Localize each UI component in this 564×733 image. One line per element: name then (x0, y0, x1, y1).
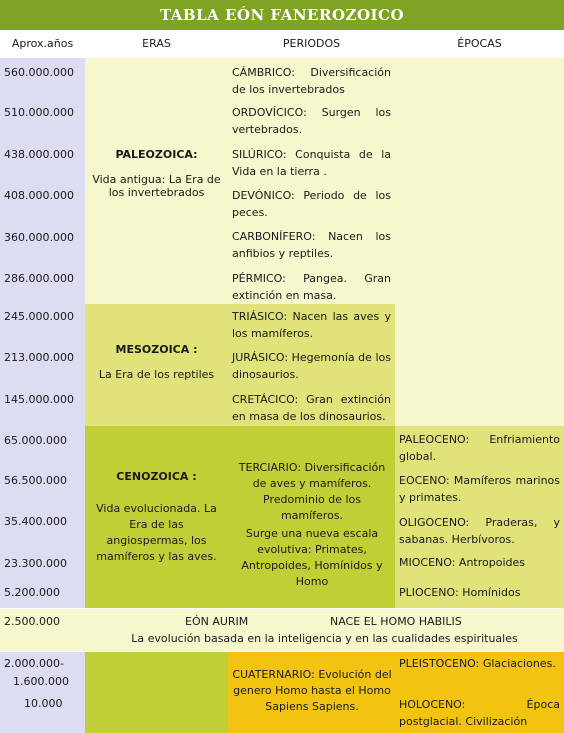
period-ordovicico: ORDOVÍCICO: Surgen los vertebrados. (232, 106, 391, 136)
table-title: TABLA EÓN FANEROZOICO (0, 0, 564, 30)
year-label: 5.200.000 (4, 586, 60, 599)
aurim-nace: NACE EL HOMO HABILIS (330, 615, 462, 628)
era-mesozoica (85, 343, 228, 381)
period-cretacico: CRETÁCICO: Gran extinción en masa de los dinosaurios. (232, 393, 391, 423)
year-label: 1.600.000 (13, 675, 69, 688)
year-label: 10.000 (24, 697, 63, 710)
year-label: 65.000.000 (4, 434, 67, 447)
cuaternario-era-cell (85, 652, 228, 733)
era-description: La Era de los reptiles (98, 368, 215, 381)
header-years: Aprox.años (0, 30, 85, 58)
era-paleozoica (85, 148, 228, 199)
epoch-mioceno: MIOCENO: Antropoides (399, 556, 525, 569)
aurim-eon: EÓN AURIM (185, 615, 249, 628)
year-label: 35.400.000 (4, 515, 67, 528)
year-label: 2.500.000 (4, 615, 60, 628)
era-name: MESOZOICA : (115, 343, 198, 356)
year-label: 245.000.000 (4, 310, 74, 323)
epochs-empty (395, 58, 564, 426)
era-description: Vida evolucionada. La Era de las angiospermas, los mamíferos y las aves. (96, 502, 217, 563)
terciario-text: TERCIARIO: Diversificación de aves y mamíferos. Predominio de los mamíferos. (238, 461, 386, 522)
epoch-pleistoceno: PLEISTOCENO: Glaciaciones. (399, 657, 556, 670)
period-terciario (231, 460, 393, 590)
period-cambrico: CÁMBRICO: Diversificación de los invertebrados (232, 66, 391, 96)
aurim-description: La evolución basada en la inteligencia y en las cualidades espirituales (131, 632, 518, 645)
year-label: 286.000.000 (4, 272, 74, 285)
year-label: 23.300.000 (4, 557, 67, 570)
epoch-oligoceno: OLIGOCENO: Praderas, y sabanas. Herbívoros. (399, 516, 560, 546)
period-jurasico: JURÁSICO: Hegemonía de los dinosaurios. (232, 351, 391, 381)
era-name: CENOZOICA : (116, 470, 197, 483)
epoch-holoceno: HOLOCENO: Época postglacial. Civilización (399, 698, 560, 728)
year-label: 145.000.000 (4, 393, 74, 406)
year-label: 438.000.000 (4, 148, 74, 161)
period-carbonifero: CARBONÍFERO: Nacen los anfibios y reptiles. (232, 230, 391, 260)
period-silurico: SILÚRICO: Conquista de la Vida en la tierra . (232, 148, 391, 178)
terciario-text: Surge una nueva escala evolutiva: Primates, Antropoides, Homínidos y Homo (241, 527, 383, 588)
period-cuaternario: CUATERNARIO: Evolución del genero Homo hasta el Homo Sapiens Sapiens. (232, 668, 392, 713)
year-label: 360.000.000 (4, 231, 74, 244)
epoch-plioceno: PLIOCENO: Homínidos (399, 586, 521, 599)
year-label: 510.000.000 (4, 106, 74, 119)
header-eras: ERAS (85, 30, 228, 58)
year-label: 408.000.000 (4, 189, 74, 202)
header-periods: PERIODOS (228, 30, 395, 58)
year-label: 2.000.000- (4, 657, 64, 670)
header-epochs: ÉPOCAS (395, 30, 564, 58)
period-triasico: TRIÁSICO: Nacen las aves y los mamíferos. (232, 310, 391, 340)
period-permico: PÉRMICO: Pangea. Gran extinción en masa. (232, 272, 391, 302)
era-description: Vida antigua: La Era de los invertebrados (92, 173, 221, 199)
era-cenozoica (85, 469, 228, 565)
era-name: PALEOZOICA: (115, 148, 198, 161)
epoch-paleoceno: PALEOCENO: Enfriamiento global. (399, 433, 560, 463)
epoch-eoceno: EOCENO: Mamíferos marinos y primates. (399, 474, 560, 504)
period-devonico: DEVÓNICO: Periodo de los peces. (232, 189, 391, 219)
year-label: 560.000.000 (4, 66, 74, 79)
year-label: 56.500.000 (4, 474, 67, 487)
year-label: 213.000.000 (4, 351, 74, 364)
